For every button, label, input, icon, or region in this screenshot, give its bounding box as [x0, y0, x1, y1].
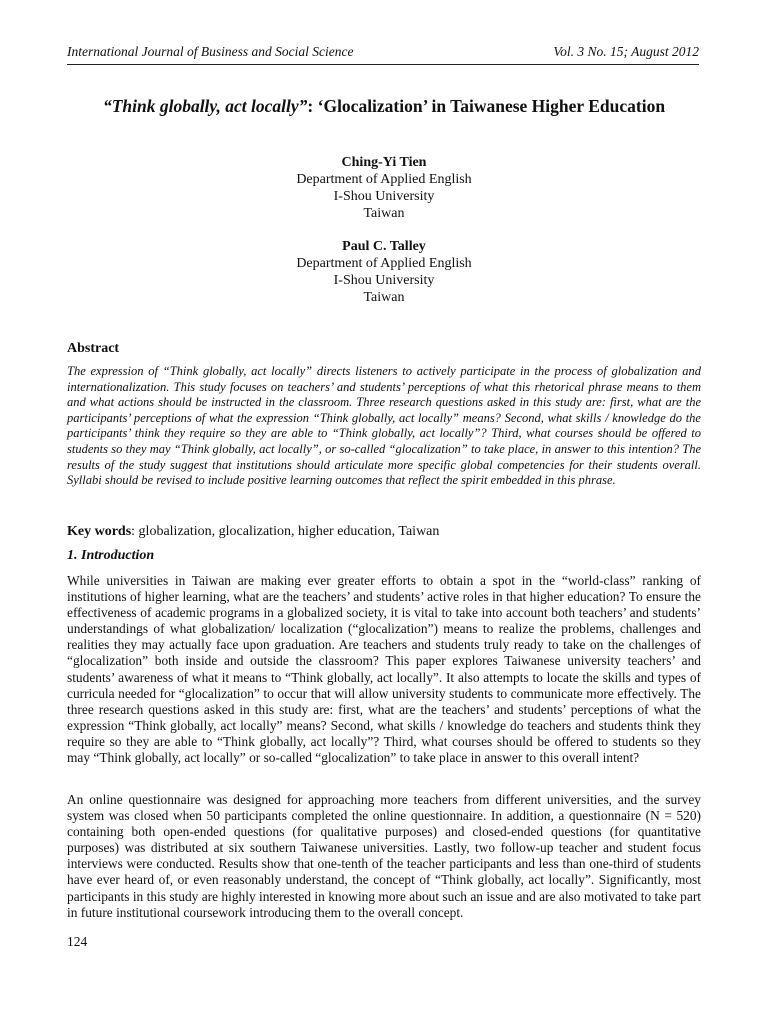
journal-name: International Journal of Business and Social Science: [67, 44, 354, 59]
abstract-text: The expression of “Think globally, act locally” directs listeners to actively participate in the process of globalization and internationalization. This study focuses on teachers’ and students’ perceptions of what this rhetorical phrase means to them and what actions should be instructed in the classroom. Three research questions asked in this study are: first, what are the participants’ perceptions of what the expression “Think globally, act locally” means? Second, what skills / knowledge do the participants’ think they require so they are able to “Think globally, act locally”? Third, what courses should be offered to students so they may “Think globally, act locally”, or so-called “glocalization” to take place, in answer to this intention? The results of the study suggest that institutions should articulate more specific global competencies for their students overall. Syllabi should be revised to include positive learning outcomes that reflect the spirit embedded in this phrase.: [67, 364, 701, 488]
keywords-text: : globalization, glocalization, higher education, Taiwan: [131, 524, 440, 539]
author-list: [184, 154, 584, 322]
author-department: Department of Applied English: [296, 172, 472, 187]
author-block: [184, 154, 584, 222]
body-paragraph: An online questionnaire was designed for approaching more teachers from different universities, and the survey system was closed when 50 participants completed the online questionnaire. In addition, a questionnaire (N = 520) containing both open-ended questions (for qualitative purposes) and closed-ended questions (for quantitative purposes) was distributed at six southern Taiwanese universities. Lastly, two follow-up teacher and student focus interviews were conducted. Results show that one-tenth of the teacher participants and less than one-third of students have ever heard of, or even reasonably understand, the concept of “Think globally, act locally”. Significantly, most participants in this study are highly interested in knowing more about such an issue and are also motivated to take part in future institutional coursework introducing them to the overall concept.: [67, 792, 701, 920]
abstract-heading: Abstract: [67, 341, 120, 356]
author-block: [184, 238, 584, 306]
author-name: Paul C. Talley: [342, 239, 426, 254]
header-divider: [67, 64, 699, 65]
section-heading-introduction: 1. Introduction: [67, 548, 155, 563]
keywords: [67, 524, 701, 540]
page-number: 124: [67, 934, 88, 949]
author-university: I-Shou University: [333, 189, 435, 204]
volume-info: Vol. 3 No. 15; August 2012: [553, 44, 699, 59]
title-rest: : ‘Glocalization’ in Taiwanese Higher Education: [307, 96, 666, 116]
title-quote: “Think globally, act locally”: [102, 96, 308, 116]
author-university: I-Shou University: [333, 273, 435, 288]
paper-title: [40, 96, 728, 117]
running-header: [67, 44, 699, 60]
author-department: Department of Applied English: [296, 256, 472, 271]
author-country: Taiwan: [363, 206, 405, 221]
keywords-label: Key words: [67, 524, 132, 539]
body-paragraph: While universities in Taiwan are making ever greater efforts to obtain a spot in the “world-class” ranking of institutions of higher learning, what are the teachers’ and students’ active roles in that higher education? To ensure the effectiveness of academic programs in a globalized society, it is vital to take into account both teachers’ and students’ understandings of what globalization/ localization (“glocalization”) means to realize the problems, challenges and realities they may actually face upon graduation. Are teachers and students truly ready to take on the challenges of “glocalization” both inside and outside the classroom? This paper explores Taiwanese university teachers’ and students’ awareness of what it means to “Think globally, act locally”. It also attempts to locate the skills and types of curricula needed for “glocalization” to occur that will allow university students to communicate more effectively. The three research questions asked in this study are: first, what are the teachers’ and students’ perceptions of what the expression “Think globally, act locally” means? Second, what skills / knowledge do teachers and students think they require so they are able to “Think globally, act locally”? Third, what courses should be offered to students so they may “Think globally, act locally” or so-called “glocalization” to take place in answer to this overall intent?: [67, 573, 701, 766]
author-name: Ching-Yi Tien: [341, 155, 427, 170]
author-country: Taiwan: [363, 290, 405, 305]
